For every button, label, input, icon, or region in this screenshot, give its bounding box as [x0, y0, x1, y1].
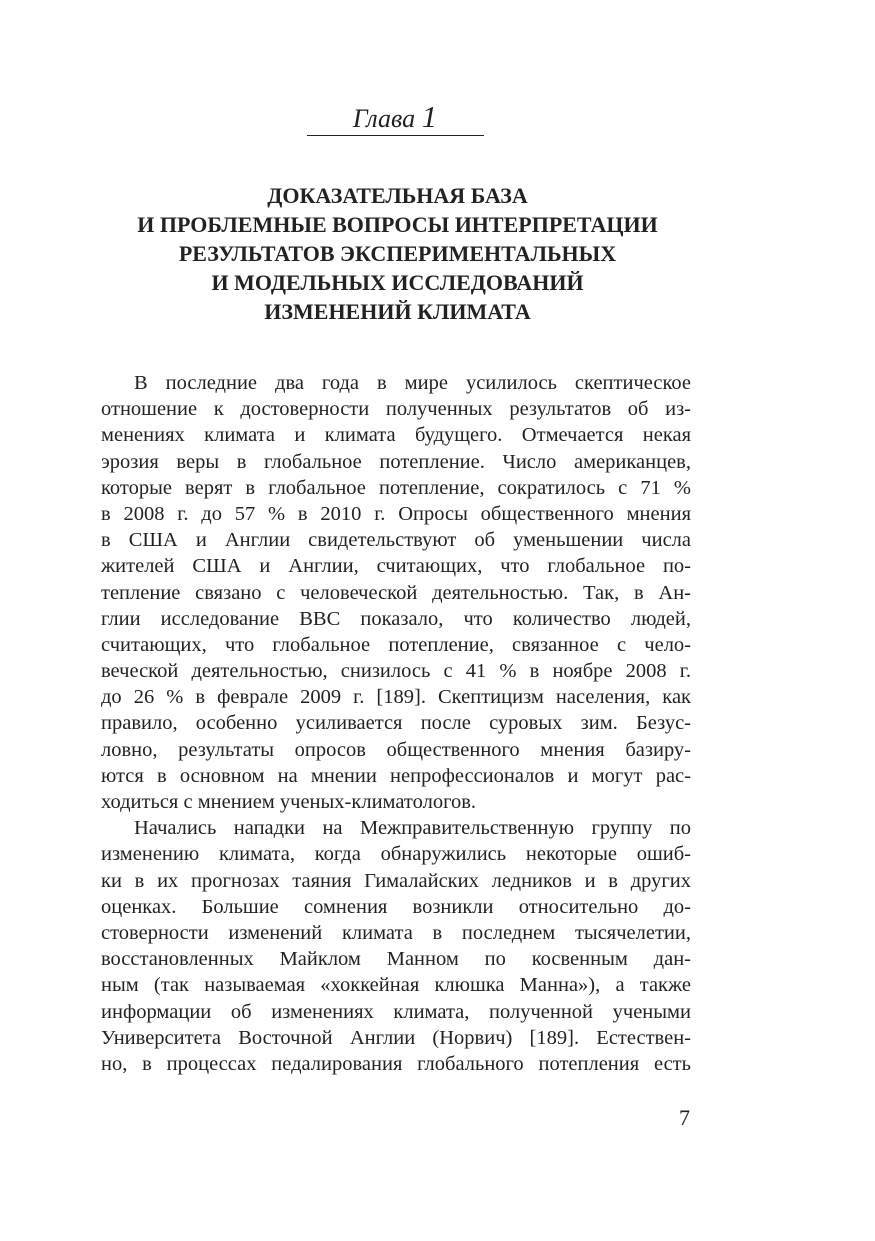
text-line: оценках. Большие сомнения возникли относительно до-	[101, 895, 691, 918]
text-line: ным (так называемая «хоккейная клюшка Манна»), а также	[101, 974, 691, 997]
page-number: 7	[679, 1105, 690, 1130]
text-line: восстановленных Майклом Манном по косвенным дан-	[101, 948, 691, 971]
text-line: которые верят в глобальное потепление, сократилось с 71 %	[101, 476, 691, 499]
chapter-title	[60, 181, 735, 326]
text-line: Университета Восточной Англии (Норвич) [189]. Естествен-	[101, 1026, 691, 1049]
text-line: считающих, что глобальное потепление, связанное с чело-	[101, 633, 691, 656]
chapter-underline	[307, 135, 484, 136]
text-line: Начались нападки на Межправительственную группу по	[134, 817, 691, 840]
text-line: ки в их прогнозах таяния Гималайских ледников и в других	[101, 869, 691, 892]
text-line: менениях климата и климата будущего. Отмечается некая	[101, 424, 691, 447]
text-line: жителей США и Англии, считающих, что глобальное по-	[101, 555, 691, 578]
chapter-title-line: ДОКАЗАТЕЛЬНАЯ БАЗА	[267, 183, 528, 208]
text-line: информации об изменениях климата, полученной учеными	[101, 1000, 691, 1023]
chapter-title-line: ИЗМЕНЕНИЙ КЛИМАТА	[264, 299, 531, 324]
text-line: тепление связано с человеческой деятельностью. Так, в Ан-	[101, 581, 691, 604]
chapter-word: Глава	[352, 104, 416, 133]
chapter-number: 1	[421, 99, 438, 134]
paragraph-1	[101, 370, 691, 815]
text-line: в США и Англии свидетельствуют об уменьшении числа	[101, 529, 691, 552]
text-line: глии исследование BBC показало, что количество людей,	[101, 607, 691, 630]
text-line: эрозия веры в глобальное потепление. Число американцев,	[101, 450, 691, 473]
chapter-title-line: И МОДЕЛЬНЫХ ИССЛЕДОВАНИЙ	[211, 270, 584, 295]
chapter-label	[250, 100, 540, 136]
text-line: до 26 % в феврале 2009 г. [189]. Скептицизм населения, как	[101, 686, 691, 709]
paragraph-2	[101, 815, 691, 1077]
text-line: отношение к достоверности полученных результатов об из-	[101, 398, 691, 421]
chapter-title-line: И ПРОБЛЕМНЫЕ ВОПРОСЫ ИНТЕРПРЕТАЦИИ	[137, 212, 658, 237]
text-line: В последние два года в мире усилилось скептическое	[134, 372, 691, 394]
chapter-title-line: РЕЗУЛЬТАТОВ ЭКСПЕРИМЕНТАЛЬНЫХ	[178, 241, 617, 266]
text-line: веческой деятельностью, снизилось с 41 % в ноябре 2008 г.	[101, 660, 691, 683]
text-line: ходиться с мнением ученых-климатологов.	[101, 791, 477, 813]
text-line: правило, особенно усиливается после суровых зим. Безус-	[101, 712, 691, 735]
text-line: ются в основном на мнении непрофессионалов и могут рас-	[101, 764, 691, 787]
body-text	[101, 370, 691, 1077]
text-line: в 2008 г. до 57 % в 2010 г. Опросы общественного мнения	[101, 502, 691, 525]
text-line: но, в процессах педалирования глобального потепления есть	[101, 1052, 691, 1075]
text-line: ловно, результаты опросов общественного мнения базиру-	[101, 738, 691, 761]
text-line: стоверности изменений климата в последнем тысячелетии,	[101, 921, 691, 944]
text-line: изменению климата, когда обнаружились некоторые ошиб-	[101, 843, 691, 866]
